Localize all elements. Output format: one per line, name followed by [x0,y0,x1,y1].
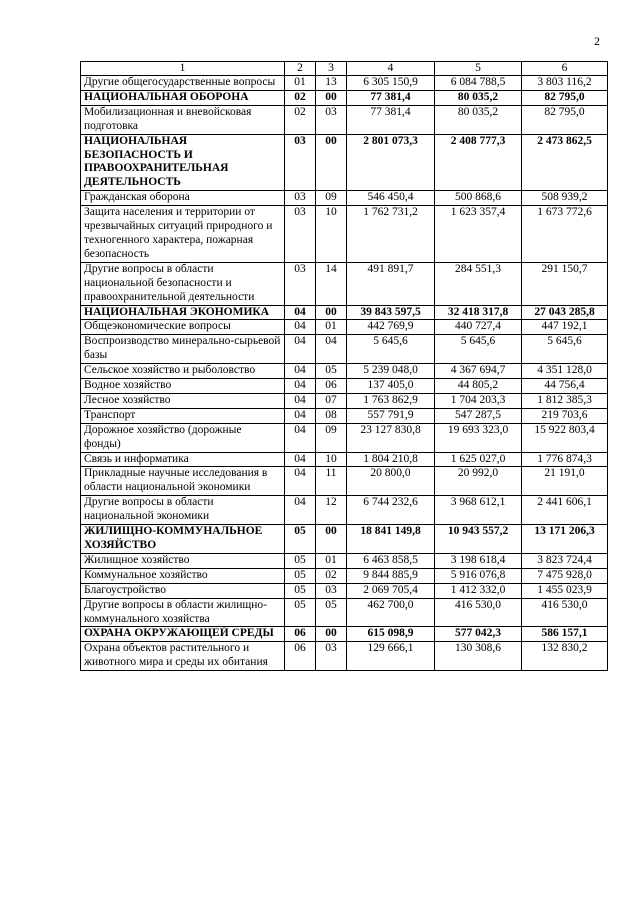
row-name: Связь и информатика [81,452,285,467]
amount-year-2: 44 805,2 [435,379,522,394]
section-code: 04 [285,320,316,335]
table-row [81,568,608,583]
amount-year-1: 6 744 232,6 [347,496,435,525]
amount-year-3: 1 455 023,9 [522,583,608,598]
section-code: 04 [285,364,316,379]
amount-year-2: 5 916 076,8 [435,568,522,583]
row-name: Сельское хозяйство и рыболовство [81,364,285,379]
row-name: Защита населения и территории от чрезвычайных ситуаций природного и техногенного характера, пожарная безопасность [81,206,285,263]
table-row [81,423,608,452]
section-code: 04 [285,393,316,408]
amount-year-2: 6 084 788,5 [435,76,522,91]
amount-year-1: 557 791,9 [347,408,435,423]
amount-year-2: 4 367 694,7 [435,364,522,379]
amount-year-1: 1 763 862,9 [347,393,435,408]
amount-year-2: 80 035,2 [435,105,522,134]
amount-year-2: 577 042,3 [435,627,522,642]
amount-year-3: 416 530,0 [522,598,608,627]
amount-year-3: 21 191,0 [522,467,608,496]
row-name: Гражданская оборона [81,191,285,206]
row-name: Благоустройство [81,583,285,598]
amount-year-2: 440 727,4 [435,320,522,335]
section-code: 02 [285,105,316,134]
subsection-code: 00 [316,627,347,642]
row-name: Охрана объектов растительного и животного мира и среды их обитания [81,642,285,671]
amount-year-3: 508 939,2 [522,191,608,206]
amount-year-1: 615 098,9 [347,627,435,642]
amount-year-1: 77 381,4 [347,105,435,134]
subsection-code: 07 [316,393,347,408]
amount-year-1: 546 450,4 [347,191,435,206]
amount-year-3: 1 673 772,6 [522,206,608,263]
section-code: 06 [285,642,316,671]
column-number-4: 4 [347,62,435,76]
amount-year-2: 547 287,5 [435,408,522,423]
table-row [81,320,608,335]
section-code: 05 [285,568,316,583]
amount-year-1: 491 891,7 [347,262,435,305]
subsection-code: 00 [316,525,347,554]
table-row [81,364,608,379]
amount-year-1: 129 666,1 [347,642,435,671]
subsection-code: 09 [316,191,347,206]
column-number-1: 1 [81,62,285,76]
section-code: 04 [285,408,316,423]
table-row [81,191,608,206]
section-code: 05 [285,583,316,598]
amount-year-2: 2 408 777,3 [435,134,522,191]
section-code: 05 [285,553,316,568]
column-number-3: 3 [316,62,347,76]
amount-year-3: 44 756,4 [522,379,608,394]
subsection-code: 05 [316,598,347,627]
amount-year-1: 6 305 150,9 [347,76,435,91]
section-row [81,627,608,642]
amount-year-3: 586 157,1 [522,627,608,642]
amount-year-3: 1 812 385,3 [522,393,608,408]
section-row [81,134,608,191]
amount-year-2: 1 704 203,3 [435,393,522,408]
column-number-row [81,62,608,76]
section-row [81,90,608,105]
table-row [81,393,608,408]
amount-year-2: 416 530,0 [435,598,522,627]
amount-year-3: 2 441 606,1 [522,496,608,525]
column-number-5: 5 [435,62,522,76]
section-code: 04 [285,379,316,394]
table-row [81,408,608,423]
row-name: Другие вопросы в области национальной безопасности и правоохранительной деятельности [81,262,285,305]
subsection-code: 03 [316,642,347,671]
amount-year-1: 1 804 210,8 [347,452,435,467]
subsection-code: 06 [316,379,347,394]
section-code: 05 [285,525,316,554]
amount-year-2: 80 035,2 [435,90,522,105]
table-row [81,496,608,525]
section-row [81,525,608,554]
amount-year-1: 23 127 830,8 [347,423,435,452]
table-row [81,452,608,467]
subsection-code: 09 [316,423,347,452]
subsection-code: 05 [316,364,347,379]
table-row [81,598,608,627]
amount-year-1: 137 405,0 [347,379,435,394]
amount-year-3: 3 823 724,4 [522,553,608,568]
amount-year-3: 4 351 128,0 [522,364,608,379]
row-name: Общеэкономические вопросы [81,320,285,335]
amount-year-2: 3 198 618,4 [435,553,522,568]
subsection-code: 00 [316,90,347,105]
amount-year-3: 82 795,0 [522,105,608,134]
amount-year-2: 500 868,6 [435,191,522,206]
amount-year-2: 3 968 612,1 [435,496,522,525]
section-row [81,305,608,320]
subsection-code: 14 [316,262,347,305]
subsection-code: 02 [316,568,347,583]
row-name: Прикладные научные исследования в области национальной экономики [81,467,285,496]
table-row [81,379,608,394]
row-name: ОХРАНА ОКРУЖАЮЩЕЙ СРЕДЫ [81,627,285,642]
row-name: Лесное хозяйство [81,393,285,408]
amount-year-3: 447 192,1 [522,320,608,335]
section-code: 04 [285,496,316,525]
subsection-code: 08 [316,408,347,423]
table-row [81,105,608,134]
amount-year-3: 82 795,0 [522,90,608,105]
column-number-6: 6 [522,62,608,76]
amount-year-1: 6 463 858,5 [347,553,435,568]
section-code: 04 [285,305,316,320]
amount-year-3: 5 645,6 [522,335,608,364]
section-code: 04 [285,423,316,452]
subsection-code: 13 [316,76,347,91]
amount-year-3: 132 830,2 [522,642,608,671]
section-code: 03 [285,134,316,191]
amount-year-2: 130 308,6 [435,642,522,671]
amount-year-1: 442 769,9 [347,320,435,335]
amount-year-3: 7 475 928,0 [522,568,608,583]
amount-year-1: 2 069 705,4 [347,583,435,598]
row-name: Мобилизационная и вневойсковая подготовка [81,105,285,134]
section-code: 03 [285,191,316,206]
table-row [81,206,608,263]
subsection-code: 12 [316,496,347,525]
budget-table-body [81,62,608,671]
table-row [81,553,608,568]
section-code: 02 [285,90,316,105]
amount-year-1: 2 801 073,3 [347,134,435,191]
section-code: 01 [285,76,316,91]
budget-table [80,61,608,671]
subsection-code: 11 [316,467,347,496]
amount-year-2: 10 943 557,2 [435,525,522,554]
row-name: Жилищное хозяйство [81,553,285,568]
row-name: Транспорт [81,408,285,423]
amount-year-1: 18 841 149,8 [347,525,435,554]
amount-year-2: 20 992,0 [435,467,522,496]
amount-year-2: 1 412 332,0 [435,583,522,598]
section-code: 04 [285,335,316,364]
row-name: Другие вопросы в области жилищно-коммунального хозяйства [81,598,285,627]
amount-year-1: 1 762 731,2 [347,206,435,263]
subsection-code: 00 [316,134,347,191]
amount-year-1: 20 800,0 [347,467,435,496]
row-name: НАЦИОНАЛЬНАЯ ЭКОНОМИКА [81,305,285,320]
amount-year-2: 1 623 357,4 [435,206,522,263]
subsection-code: 03 [316,105,347,134]
amount-year-1: 9 844 885,9 [347,568,435,583]
amount-year-3: 2 473 862,5 [522,134,608,191]
row-name: ЖИЛИЩНО-КОММУНАЛЬНОЕ ХОЗЯЙСТВО [81,525,285,554]
amount-year-1: 5 645,6 [347,335,435,364]
amount-year-1: 77 381,4 [347,90,435,105]
page-number: 2 [594,34,600,48]
table-row [81,642,608,671]
row-name: Другие вопросы в области национальной экономики [81,496,285,525]
subsection-code: 10 [316,206,347,263]
amount-year-3: 15 922 803,4 [522,423,608,452]
section-code: 03 [285,262,316,305]
subsection-code: 03 [316,583,347,598]
subsection-code: 01 [316,320,347,335]
table-row [81,583,608,598]
row-name: Водное хозяйство [81,379,285,394]
row-name: Коммунальное хозяйство [81,568,285,583]
amount-year-2: 1 625 027,0 [435,452,522,467]
table-row [81,467,608,496]
amount-year-2: 32 418 317,8 [435,305,522,320]
row-name: НАЦИОНАЛЬНАЯ ОБОРОНА [81,90,285,105]
table-row [81,76,608,91]
amount-year-2: 19 693 323,0 [435,423,522,452]
row-name: Другие общегосударственные вопросы [81,76,285,91]
amount-year-2: 284 551,3 [435,262,522,305]
section-code: 04 [285,452,316,467]
section-code: 06 [285,627,316,642]
amount-year-3: 291 150,7 [522,262,608,305]
section-code: 03 [285,206,316,263]
subsection-code: 04 [316,335,347,364]
amount-year-3: 1 776 874,3 [522,452,608,467]
section-code: 04 [285,467,316,496]
amount-year-3: 13 171 206,3 [522,525,608,554]
amount-year-3: 27 043 285,8 [522,305,608,320]
row-name: Воспроизводство минерально-сырьевой базы [81,335,285,364]
subsection-code: 10 [316,452,347,467]
amount-year-2: 5 645,6 [435,335,522,364]
amount-year-3: 219 703,6 [522,408,608,423]
amount-year-1: 5 239 048,0 [347,364,435,379]
subsection-code: 00 [316,305,347,320]
amount-year-1: 462 700,0 [347,598,435,627]
table-row [81,335,608,364]
row-name: Дорожное хозяйство (дорожные фонды) [81,423,285,452]
amount-year-3: 3 803 116,2 [522,76,608,91]
table-row [81,262,608,305]
row-name: НАЦИОНАЛЬНАЯ БЕЗОПАСНОСТЬ И ПРАВООХРАНИТЕЛЬНАЯ ДЕЯТЕЛЬНОСТЬ [81,134,285,191]
section-code: 05 [285,598,316,627]
amount-year-1: 39 843 597,5 [347,305,435,320]
subsection-code: 01 [316,553,347,568]
column-number-2: 2 [285,62,316,76]
